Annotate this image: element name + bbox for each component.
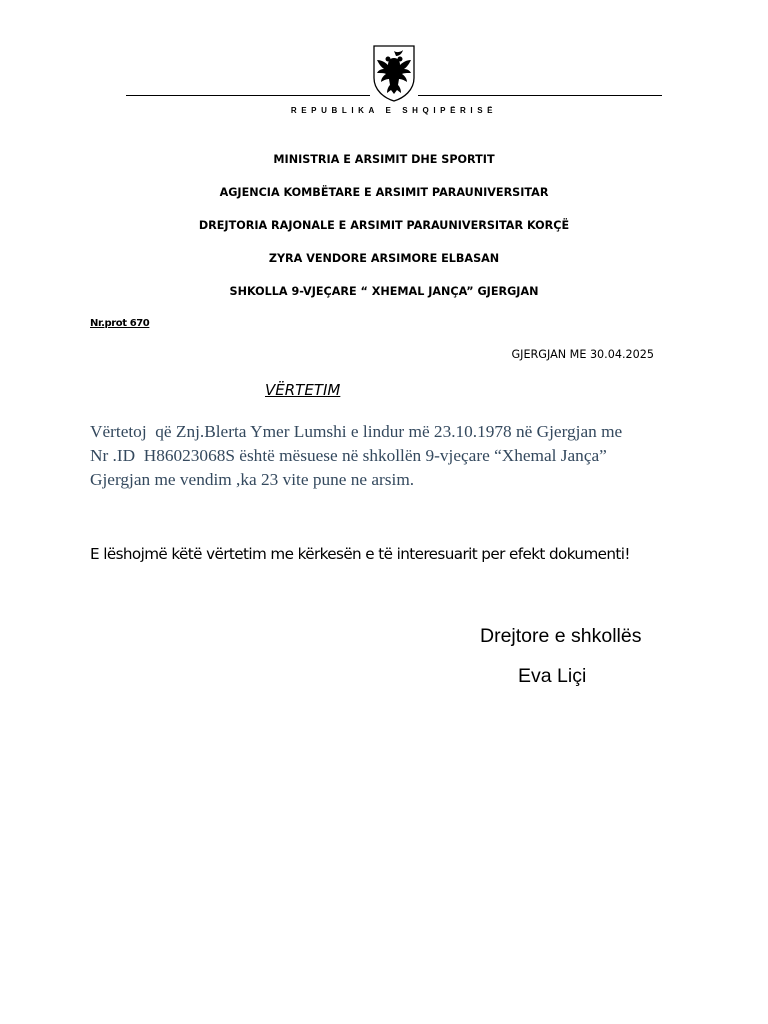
certificate-body xyxy=(90,420,690,492)
letterhead-rule-right xyxy=(418,95,662,96)
body-line: Nr .ID H86023068S është mësuese në shkollën 9-vjeçare “Xhemal Jança” xyxy=(90,446,607,465)
coat-of-arms-emblem xyxy=(372,44,416,102)
agency-line: AGJENCIA KOMBËTARE E ARSIMIT PARAUNIVERSITAR xyxy=(219,186,549,199)
regional-directorate-line: DREJTORIA RAJONALE E ARSIMIT PARAUNIVERSITAR KORÇË xyxy=(198,219,570,232)
republic-name: REPUBLIKA E SHQIPËRISË xyxy=(290,106,498,115)
document-title: VËRTETIM xyxy=(265,381,341,399)
double-headed-eagle-icon xyxy=(372,44,416,102)
signatory-role: Drejtore e shkollës xyxy=(480,625,642,647)
place-and-date: GJERGJAN ME 30.04.2025 xyxy=(511,348,654,361)
issue-statement: E lëshojmë këtë vërtetim me kërkesën e të interesuarit per efekt dokumenti! xyxy=(90,545,630,563)
body-line: Gjergjan me vendim ,ka 23 vite pune ne arsim. xyxy=(90,470,415,489)
local-office-line: ZYRA VENDORE ARSIMORE ELBASAN xyxy=(268,252,500,265)
letterhead-rule-left xyxy=(126,95,370,96)
protocol-number: Nr.prot 670 xyxy=(90,318,150,329)
body-line: Vërtetoj që Znj.Blerta Ymer Lumshi e lindur më 23.10.1978 në Gjergjan me xyxy=(90,422,623,441)
ministry-line: MINISTRIA E ARSIMIT DHE SPORTIT xyxy=(273,153,495,166)
school-name-line: SHKOLLA 9-VJEÇARE “ XHEMAL JANÇA” GJERGJAN xyxy=(229,285,539,298)
signatory-name: Eva Liçi xyxy=(518,665,587,687)
